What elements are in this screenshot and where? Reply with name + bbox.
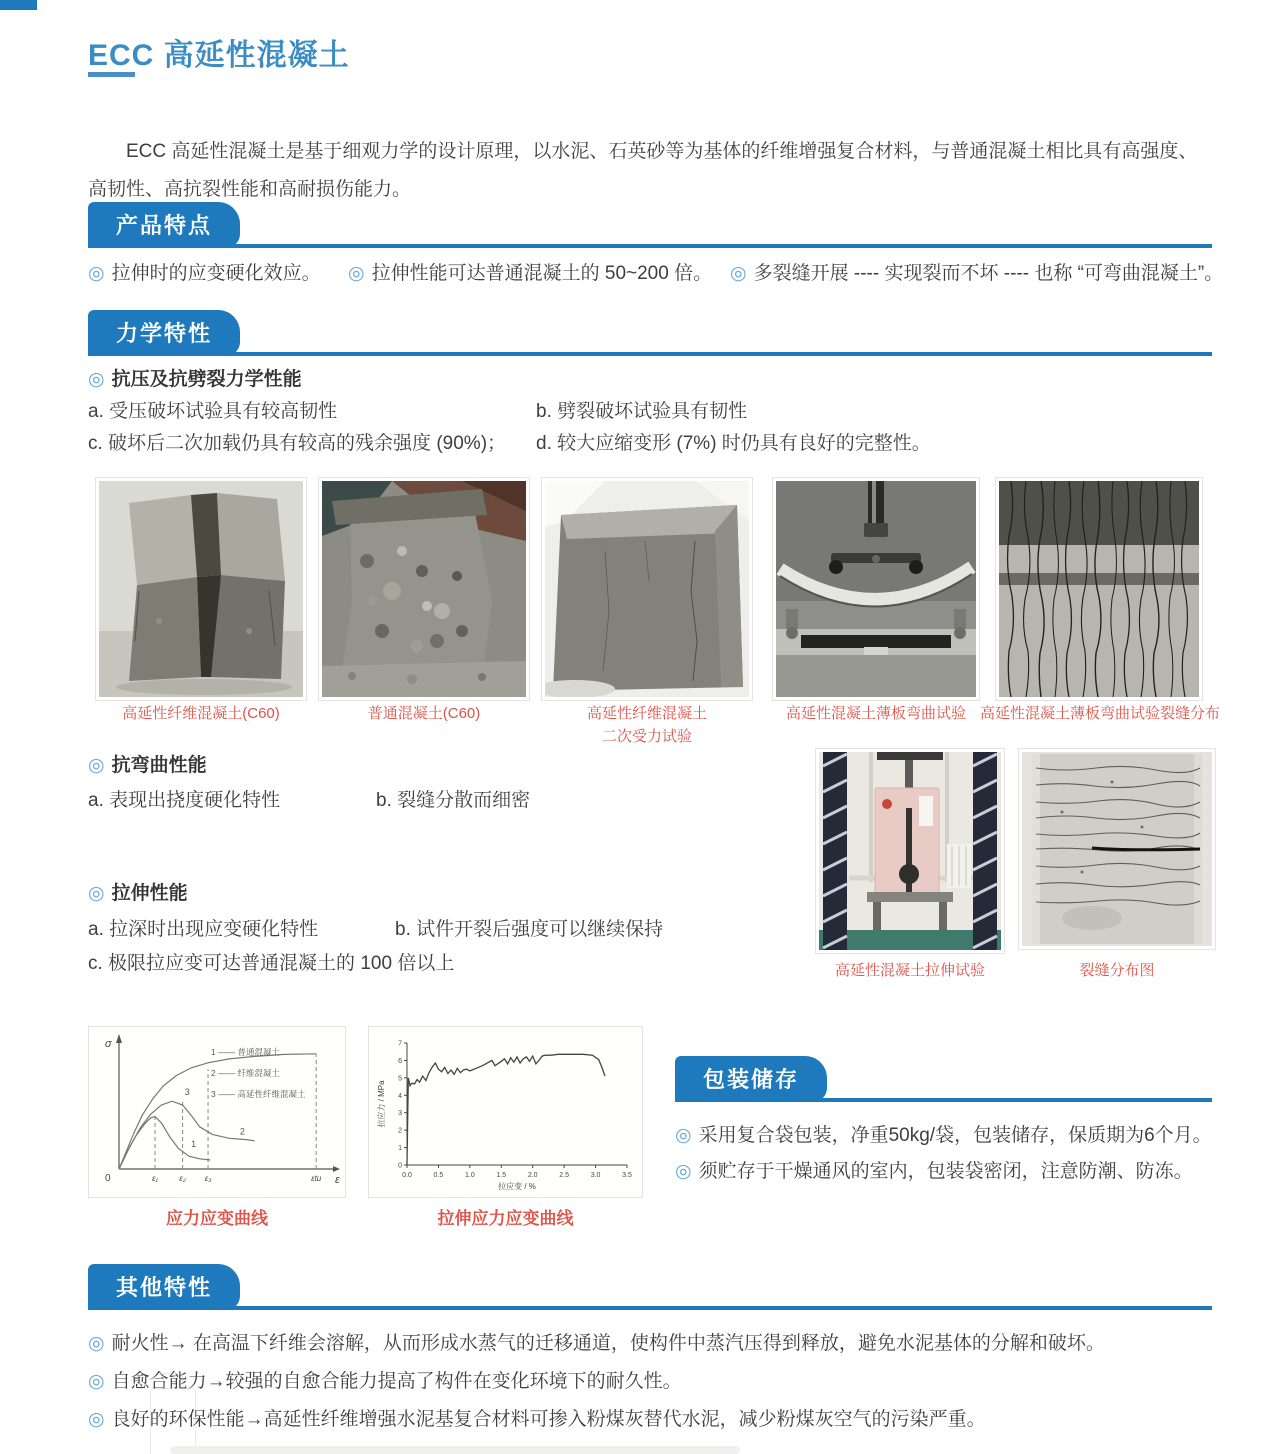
svg-text:4: 4 [398, 1092, 402, 1100]
tensile-stress-strain-chart [368, 1026, 643, 1198]
svg-text:3: 3 [184, 1086, 190, 1097]
ring-bullet-icon: ◎ [88, 263, 105, 284]
ring-bullet-icon: ◎ [88, 1371, 105, 1392]
ring-bullet-icon: ◎ [675, 1125, 692, 1146]
svg-text:0: 0 [105, 1173, 111, 1184]
chart-caption-1: 应力应变曲线 [166, 1209, 268, 1228]
top-corner-accent-bar [0, 0, 37, 10]
ring-bullet-icon: ◎ [88, 1333, 105, 1354]
horizontal-cracks-image [1022, 752, 1212, 946]
photo-bending-crack-distribution [995, 477, 1203, 701]
section-title-packaging: 包装储存 [675, 1056, 827, 1102]
section-title-features: 产品特点 [88, 202, 240, 248]
other-item-3: ◎ 良好的环保性能→高延性纤维增强水泥基复合材料可掺入粉煤灰替代水泥，减少粉煤灰空气的污染严重。 [88, 1409, 986, 1430]
concrete-block-split-image [99, 481, 303, 697]
svg-text:1: 1 [191, 1139, 197, 1150]
svg-text:σ: σ [105, 1038, 112, 1050]
svg-text:6: 6 [398, 1057, 402, 1065]
photo-caption-4: 高延性混凝土薄板弯曲试验 [785, 705, 966, 722]
section-header-mechanical [88, 314, 1212, 356]
photo-caption-1: 高延性纤维混凝土(C60) [122, 705, 280, 722]
svg-text:1.0: 1.0 [464, 1172, 475, 1179]
section-header-other [88, 1268, 1212, 1310]
svg-text:7: 7 [398, 1040, 402, 1048]
feature-item-2-text: 拉伸性能可达普通混凝土的 50~200 倍。 [371, 263, 713, 284]
right-photo-caption-1: 高延性混凝土拉伸试验 [834, 962, 985, 979]
feature-item-1 [88, 260, 321, 288]
title-underline-dash [88, 72, 135, 77]
svg-text:0: 0 [398, 1162, 402, 1170]
feature-item-1-text: 拉伸时的应变硬化效应。 [111, 263, 321, 284]
tension-subtitle: ◎ 拉伸性能 [88, 883, 188, 904]
feature-item-3 [730, 260, 1223, 288]
photo-caption-2: 普通混凝土(C60) [367, 705, 481, 722]
intro-paragraph: ECC 高延性混凝土是基于细观力学的设计原理，以水泥、石英砂等为基体的纤维增强复合材料，与普通混凝土相比具有高强度、高韧性、高抗裂性能和高耐损伤能力。 [88, 141, 1198, 200]
photo-caption-5: 高延性混凝土薄板弯曲试验裂缝分布 [980, 705, 1221, 722]
other-item-2: ◎ 自愈合能力→较强的自愈合能力提高了构件在变化环境下的耐久性。 [88, 1371, 682, 1392]
photo-normal-c60-crushed [318, 477, 530, 701]
section-underline [88, 244, 1212, 248]
feature-item-2 [348, 260, 712, 288]
intact-block-image [545, 481, 749, 697]
packaging-item-2: ◎ 须贮存于干燥通风的室内，包装袋密闭，注意防潮、防冻。 [675, 1161, 1193, 1182]
section-title-other: 其他特性 [88, 1264, 240, 1310]
bending-item-a: a. 表现出挠度硬化特性 [88, 790, 281, 811]
ring-bullet-icon: ◎ [88, 883, 105, 904]
tensile-machine-image [819, 752, 1001, 950]
photo-caption-3-line2: 二次受力试验 [601, 728, 692, 745]
svg-text:0.0: 0.0 [402, 1172, 412, 1179]
tension-item-c: c. 极限拉应变可达普通混凝土的 100 倍以上 [88, 953, 455, 974]
section-header-features [88, 206, 1212, 248]
bending-item-b: b. 裂缝分散而细密 [376, 790, 531, 811]
stress-strain-schematic-svg [93, 1031, 341, 1193]
svg-text:1 —— 普通混凝土: 1 —— 普通混凝土 [211, 1047, 280, 1057]
compression-subtitle: ◎ 抗压及抗劈裂力学性能 [88, 369, 302, 390]
ring-bullet-icon: ◎ [88, 1409, 105, 1430]
bending-subtitle: ◎ 抗弯曲性能 [88, 755, 207, 776]
crushed-concrete-image [322, 481, 526, 697]
stress-strain-schematic-chart [88, 1026, 346, 1198]
ring-bullet-icon: ◎ [675, 1161, 692, 1182]
faint-bottle-watermark [150, 1388, 196, 1454]
multi-crack-image [999, 481, 1199, 697]
ring-bullet-icon: ◎ [88, 369, 105, 390]
compression-item-c: c. 破坏后二次加载仍具有较高的残余强度 (90%)； [88, 433, 507, 454]
tensile-stress-strain-svg [373, 1031, 638, 1193]
tension-item-b: b. 试件开裂后强度可以继续保持 [395, 919, 664, 940]
compression-item-b: b. 劈裂破坏试验具有韧性 [536, 401, 748, 422]
section-header-packaging [675, 1060, 1212, 1102]
chart-caption-2: 拉伸应力应变曲线 [437, 1209, 574, 1228]
photo-ecc-c60-compression [95, 477, 307, 701]
other-item-1: ◎ 耐火性→ 在高温下纤维会溶解，从而形成水蒸气的迁移通道，使构件中蒸汽压得到释放，避免水泥基体的分解和破坏。 [88, 1333, 1105, 1354]
feature-item-3-text: 多裂缝开展 ---- 实现裂而不坏 ---- 也称 “可弯曲混凝土”。 [753, 263, 1224, 284]
photo-caption-3-line1: 高延性纤维混凝土 [586, 705, 707, 722]
svg-text:拉应力 / MPa: 拉应力 / MPa [377, 1080, 386, 1128]
svg-text:2: 2 [398, 1127, 402, 1135]
ring-bullet-icon: ◎ [348, 263, 365, 284]
svg-text:3.0: 3.0 [590, 1172, 601, 1179]
svg-text:ε₁: ε₁ [152, 1174, 159, 1183]
photo-thin-plate-bending-test [772, 477, 980, 701]
svg-text:3: 3 [398, 1110, 402, 1118]
svg-text:2.5: 2.5 [559, 1172, 570, 1179]
photo-ecc-second-loading [541, 477, 753, 701]
tension-item-a: a. 拉深时出现应变硬化特性 [88, 919, 319, 940]
svg-text:0.5: 0.5 [433, 1172, 444, 1179]
svg-text:2.0: 2.0 [527, 1172, 538, 1179]
bottom-edge-shadow [170, 1446, 740, 1454]
svg-text:ε: ε [335, 1174, 340, 1186]
svg-text:5: 5 [398, 1075, 402, 1083]
section-underline [88, 352, 1212, 356]
svg-text:3 —— 高延性纤维混凝土: 3 —— 高延性纤维混凝土 [211, 1089, 306, 1099]
compression-item-d: d. 较大应缩变形 (7%) 时仍具有良好的完整性。 [536, 433, 931, 454]
faint-bottle-neck [163, 1373, 183, 1390]
svg-text:2: 2 [239, 1126, 245, 1137]
svg-text:3.5: 3.5 [622, 1172, 632, 1179]
compression-item-a: a. 受压破坏试验具有较高韧性 [88, 401, 338, 422]
page-title: ECC 高延性混凝土 [88, 39, 350, 73]
right-photo-caption-2: 裂缝分布图 [1079, 962, 1155, 979]
svg-text:2 —— 纤维混凝土: 2 —— 纤维混凝土 [211, 1068, 280, 1078]
svg-text:1.5: 1.5 [496, 1172, 507, 1179]
packaging-item-1: ◎ 采用复合袋包装，净重50kg/袋，包装储存，保质期为6个月。 [675, 1125, 1212, 1146]
photo-crack-distribution-plate [1018, 748, 1216, 950]
photo-tensile-test-machine [815, 748, 1005, 954]
svg-text:εtu: εtu [311, 1174, 322, 1183]
section-underline [88, 1306, 1212, 1310]
svg-text:1: 1 [398, 1145, 402, 1153]
svg-text:ε₃: ε₃ [204, 1174, 212, 1183]
section-title-mechanical: 力学特性 [88, 310, 240, 356]
ring-bullet-icon: ◎ [730, 263, 747, 284]
bending-test-image [776, 481, 976, 697]
ring-bullet-icon: ◎ [88, 755, 105, 776]
svg-text:ε₂: ε₂ [179, 1174, 186, 1183]
svg-text:拉应变 / %: 拉应变 / % [498, 1182, 536, 1191]
